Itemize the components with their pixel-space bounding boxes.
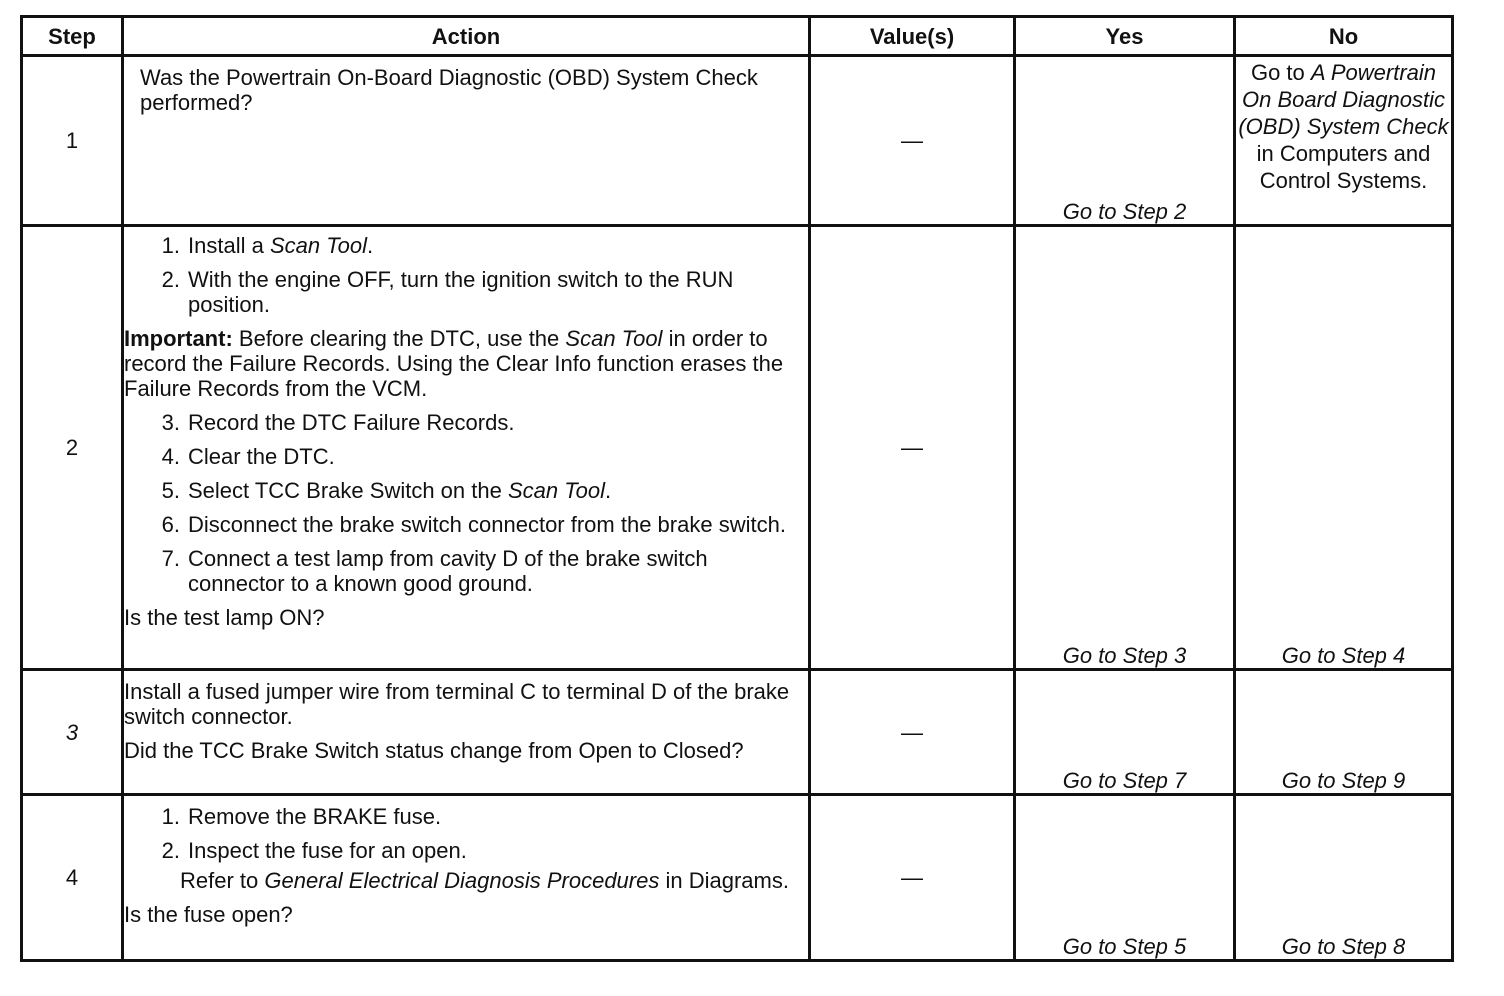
action-question: Did the TCC Brake Switch status change from Open to Closed? — [124, 738, 744, 763]
header-values: Value(s) — [810, 17, 1015, 56]
value-cell: — — [810, 795, 1015, 961]
yes-step-link[interactable]: Go to Step 3 — [1015, 226, 1235, 670]
list-item: 7. Connect a test lamp from cavity D of the brake switch connector to a known good ground. — [161, 546, 708, 596]
action-cell — [123, 56, 810, 226]
obd-system-check-link[interactable]: A Powertrain On Board Diagnostic (OBD) System Check — [1238, 60, 1449, 139]
step-number: 1 — [22, 56, 123, 226]
yes-step-link[interactable]: Go to Step 7 — [1015, 670, 1235, 795]
list-item: 1. Remove the BRAKE fuse. — [161, 804, 442, 829]
header-yes: Yes — [1015, 17, 1235, 56]
important-note: Important: Before clearing the DTC, use the Scan Tool in order to record the Failure Records. Using the Clear Info function erases the Failure Records from the VCM. — [124, 326, 784, 401]
scan-tool-ref: Scan Tool — [269, 233, 367, 258]
important-label: Important: — [124, 326, 233, 351]
list-item: 2. Inspect the fuse for an open. — [161, 838, 467, 863]
action-cell — [123, 226, 810, 670]
list-item: 2. With the engine OFF, turn the ignition switch to the RUN position. — [161, 267, 734, 317]
list-item: 5. Select TCC Brake Switch on the Scan Tool. — [161, 478, 612, 503]
header-step: Step — [22, 17, 123, 56]
yes-step-link[interactable]: Go to Step 2 — [1015, 56, 1235, 226]
no-step-link[interactable]: Go to Step 9 — [1235, 670, 1453, 795]
step-number: 4 — [22, 795, 123, 961]
action-question: Was the Powertrain On-Board Diagnostic (OBD) System Check performed? — [140, 65, 758, 115]
list-item: 3. Record the DTC Failure Records. — [161, 410, 515, 435]
no-cell — [1235, 56, 1453, 226]
no-suffix: in Computers and Control Systems. — [1256, 141, 1431, 193]
refer-note: Refer to General Electrical Diagnosis Procedures in Diagrams. — [180, 868, 789, 893]
table-row — [22, 670, 1453, 795]
action-question: Is the fuse open? — [124, 902, 293, 927]
action-text: Install a fused jumper wire from terminal C to terminal D of the brake switch connector. — [124, 679, 790, 729]
yes-step-link[interactable]: Go to Step 5 — [1015, 795, 1235, 961]
action-cell — [123, 795, 810, 961]
header-no: No — [1235, 17, 1453, 56]
no-step-link[interactable]: Go to Step 4 — [1235, 226, 1453, 670]
general-electrical-diagnosis-link[interactable]: General Electrical Diagnosis Procedures — [264, 868, 660, 893]
table-row — [22, 56, 1453, 226]
list-item: 4. Clear the DTC. — [161, 444, 335, 469]
list-item: 1. Install a Scan Tool. — [161, 233, 374, 258]
value-cell: — — [810, 56, 1015, 226]
list-item: 6. Disconnect the brake switch connector from the brake switch. — [161, 512, 786, 537]
scan-tool-ref: Scan Tool — [565, 326, 663, 351]
action-question: Is the test lamp ON? — [124, 605, 325, 630]
step-number: 2 — [22, 226, 123, 670]
no-prefix: Go to — [1250, 60, 1305, 85]
diagnostic-table — [20, 15, 1454, 962]
no-step-link[interactable]: Go to Step 8 — [1235, 795, 1453, 961]
scan-tool-ref: Scan Tool — [507, 478, 606, 503]
header-row — [22, 17, 1453, 56]
header-action: Action — [123, 17, 810, 56]
table-row — [22, 226, 1453, 670]
action-cell — [123, 670, 810, 795]
table-row — [22, 795, 1453, 961]
value-cell: — — [810, 670, 1015, 795]
value-cell: — — [810, 226, 1015, 670]
step-number: 3 — [22, 670, 123, 795]
